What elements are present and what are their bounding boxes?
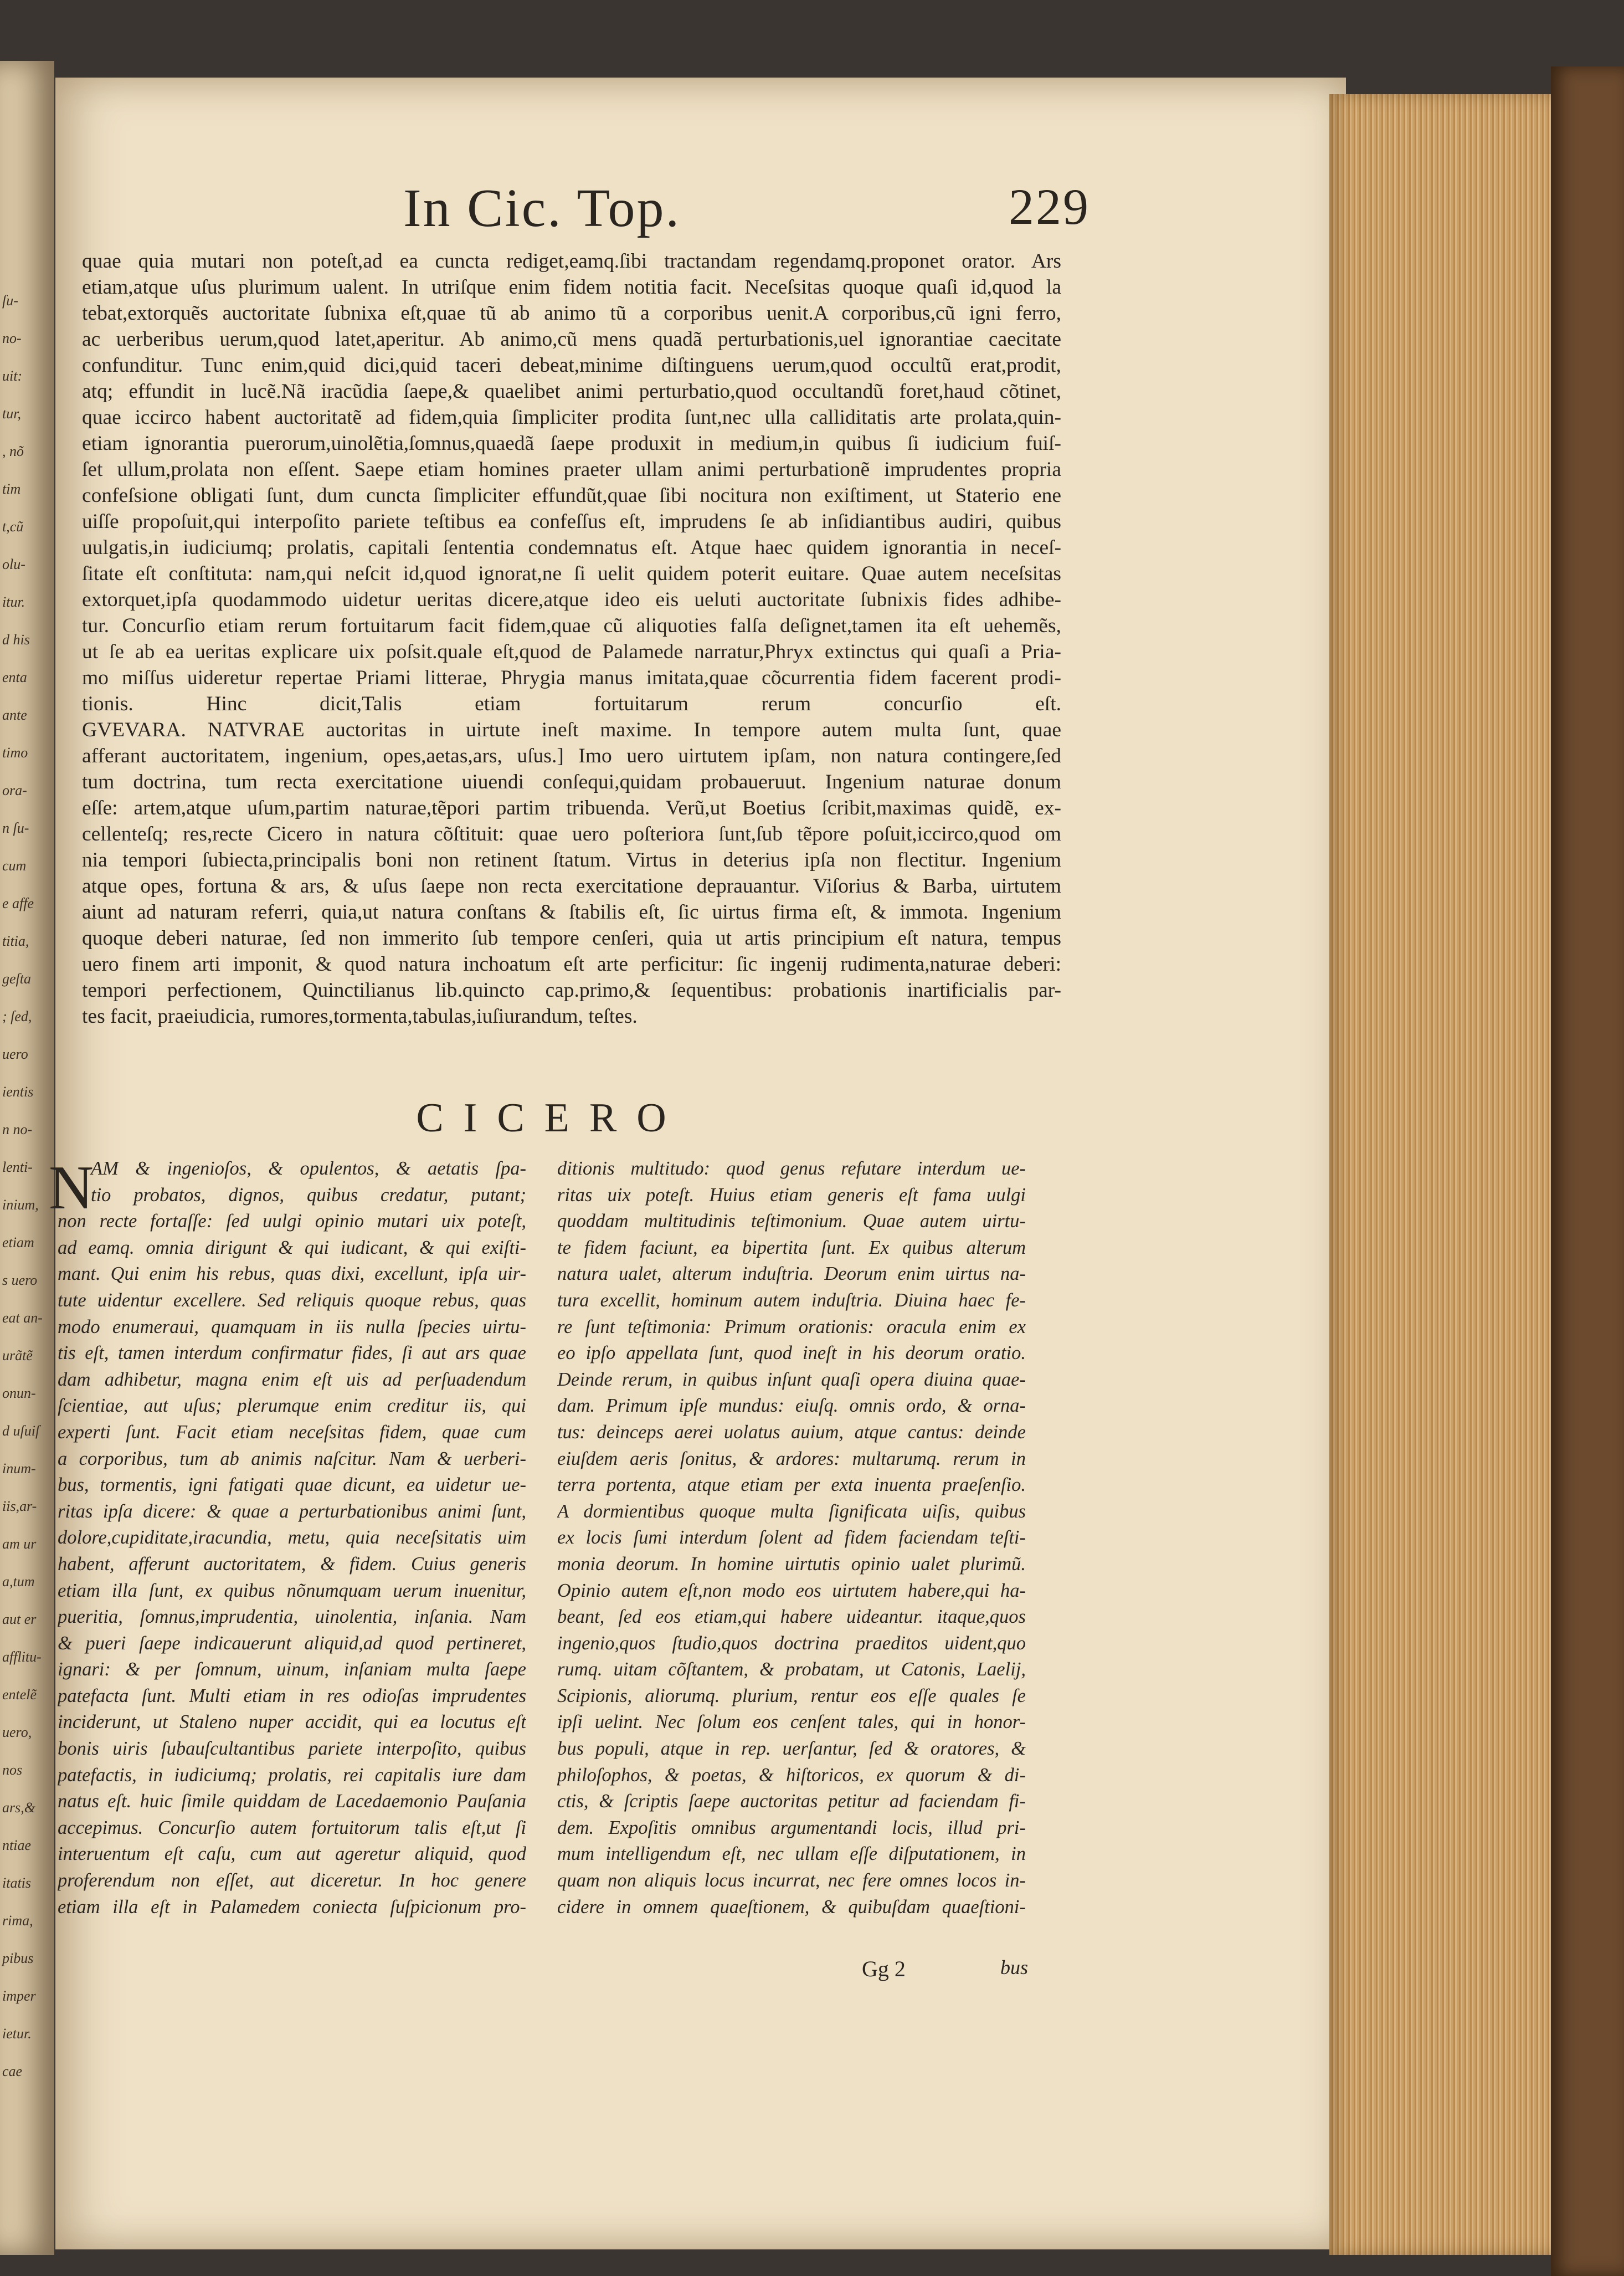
previous-page-fragment: uit: bbox=[2, 368, 23, 384]
previous-page-fragment: ntiae bbox=[2, 1837, 31, 1853]
column-line: ipſi uelint. Nec ſolum eos cenſent tales, qui in honor- bbox=[557, 1711, 1026, 1733]
text-line: tionis. Hinc dicit,Talis etiam fortuitarum rerum concurſio eſt. bbox=[82, 693, 1061, 715]
column-line: ritas uix poteſt. Huius etiam generis eſt fama uulgi bbox=[557, 1184, 1026, 1206]
text-line: uiſſe propoſuit,qui interpoſito pariete teſtibus ea confeſſus eſt, imprudens ſe ab inſidiantibus audiri, quibus bbox=[82, 510, 1061, 533]
column-line: patefacta ſunt. Multi etiam in res odioſas imprudentes bbox=[58, 1685, 526, 1706]
column-line: ad eamq. omnia dirigunt & qui iudicant, & qui exiſti- bbox=[58, 1237, 526, 1258]
column-line: Scipionis, aliorumq. plurium, rentur eos eſſe quales ſe bbox=[557, 1685, 1026, 1706]
text-line: uulgatis,in iudiciumq; prolatis, capitali ſententia condemnatus eſt. Atque haec quidem ignorantia in neceſ- bbox=[82, 536, 1061, 559]
column-line: cidere in omnem quaeſtionem, & quibuſdam quaeſtioni- bbox=[557, 1896, 1026, 1918]
column-line: tute uidentur excellere. Sed reliquis quoque rebus, quas bbox=[58, 1289, 526, 1311]
previous-page-fragment: uero, bbox=[2, 1724, 32, 1740]
previous-page-fragment: entelẽ bbox=[2, 1687, 37, 1703]
text-line: afferant auctoritatem, ingenium, opes,aetas,ars, uſus.] Imo uero uirtutem ipſam, non natura contingere,ſed bbox=[82, 745, 1061, 767]
column-line: proferendum non eſſet, aut diceretur. In hoc genere bbox=[58, 1870, 526, 1891]
previous-page-fragment: a,tum bbox=[2, 1573, 35, 1590]
previous-page-fragment: no- bbox=[2, 330, 22, 346]
column-line: interuentum eſt caſu, cum aut ageretur aliquid, quod bbox=[58, 1843, 526, 1865]
column-line: dam. Primum ipſe mundus: eiuſq. omnis ordo, & orna- bbox=[557, 1395, 1026, 1417]
previous-page-fragment: t,cũ bbox=[2, 519, 24, 535]
page-fore-edge bbox=[1329, 94, 1562, 2255]
column-line: mant. Qui enim his rebus, quas dixi, excellunt, ipſa uir- bbox=[58, 1263, 526, 1285]
previous-page-fragment: cum bbox=[2, 858, 27, 874]
column-line: tis eſt, tamen interdum confirmatur fides, ſi aut ars quae bbox=[58, 1342, 526, 1364]
column-line: A dormientibus quoque multa ſignificata uiſis, quibus bbox=[557, 1500, 1026, 1522]
previous-page-fragment: onun- bbox=[2, 1385, 36, 1401]
column-line: & pueri ſaepe indicauerunt aliquid,ad quod pertineret, bbox=[58, 1632, 526, 1654]
text-line: GVEVARA. NATVRAE auctoritas in uirtute ineſt maxime. In tempore autem multa ſunt, quae bbox=[82, 719, 1061, 741]
text-line: tebat,extorquẽs auctoritate ſubnixa eſt,quae tũ ab animo tũ a corporibus uenit.A corporibus,cũ igni ferro, bbox=[82, 302, 1061, 325]
column-line: inciderunt, ut Staleno nuper accidit, qui ea locutus eſt bbox=[58, 1711, 526, 1733]
column-line: a corporibus, tum ab animis naſcitur. Nam & uerberi- bbox=[58, 1448, 526, 1469]
column-line: ex locis ſumi interdum ſolent ad fidem faciendam teſti- bbox=[557, 1527, 1026, 1549]
column-line: dem. Expoſitis omnibus argumentandi locis, illud pri- bbox=[557, 1817, 1026, 1838]
column-line: ditionis multitudo: quod genus refutare interdum ue- bbox=[557, 1158, 1026, 1179]
running-head bbox=[403, 177, 1090, 244]
text-line: tur. Concurſio etiam rerum fortuitarum facit fidem,quae cũ aliquoties falſa deſignet,tamen ita eſt uehemẽs, bbox=[82, 614, 1061, 637]
previous-page-fragment: olu- bbox=[2, 556, 25, 572]
column-line: beant, ſed eos etiam,qui habere uideantur. itaque,quos bbox=[557, 1606, 1026, 1628]
previous-page-fragment: lenti- bbox=[2, 1159, 33, 1175]
previous-page-fragment: n ſu- bbox=[2, 820, 29, 836]
text-line: ut ſe ab ea ueritas explicare uix poſsit.quale eſt,quod de Palamede narratur,Phryx extinctus qui quaſi a Pria- bbox=[82, 640, 1061, 663]
column-line: non recte fortaſſe: ſed uulgi opinio mutari uix poteſt, bbox=[58, 1211, 526, 1232]
previous-page-fragment: ; ſed, bbox=[2, 1008, 32, 1024]
previous-page-fragment: pibus bbox=[2, 1950, 34, 1966]
previous-page-fragment: d his bbox=[2, 632, 30, 648]
previous-page-fragment: itur. bbox=[2, 594, 25, 610]
column-line: philoſophos, & poetas, & hiſtoricos, ex quorum & di- bbox=[557, 1764, 1026, 1786]
previous-page-fragment: imper bbox=[2, 1988, 36, 2004]
signature-mark: Gg 2 bbox=[862, 1956, 906, 1981]
text-line: confunditur. Tunc enim,quid dici,quid taceri debeat,minime diſtinguens uerum,quod occultũ erat,prodit, bbox=[82, 354, 1061, 377]
previous-page-fragment: afflitu- bbox=[2, 1649, 42, 1665]
column-line: dolore,cupiditate,iracundia, metu, quia neceſsitatis uim bbox=[58, 1527, 526, 1549]
column-line: Deinde rerum, in quibus inſunt quaſi opera diuina quae- bbox=[557, 1368, 1026, 1390]
drop-cap: N bbox=[49, 1154, 94, 1222]
previous-page-fragment: enta bbox=[2, 669, 27, 685]
column-line: ingenio,quos ſtudio,quos doctrina praeditos uident,quo bbox=[557, 1632, 1026, 1654]
previous-page-fragment: timo bbox=[2, 745, 28, 761]
column-line: dam adhibetur, magna enim eſt uis ad perſuadendum bbox=[58, 1368, 526, 1390]
previous-page-fragment: etiam bbox=[2, 1234, 34, 1250]
text-line: nia tempori ſubiecta,principalis boni non retinent ſtatum. Virtus in deterius ipſa non flectitur. Ingenium bbox=[82, 849, 1061, 872]
previous-page-fragment: inium, bbox=[2, 1197, 39, 1213]
column-line: etiam illa ſunt, ex quibus nõnumquam uerum inuenitur, bbox=[58, 1580, 526, 1601]
previous-page-fragment: urãtẽ bbox=[2, 1347, 33, 1363]
book-cover-board bbox=[1551, 66, 1624, 2276]
column-line: ritas ipſa dicere: & quae a perturbationibus animi ſunt, bbox=[58, 1500, 526, 1522]
previous-page-fragment: ora- bbox=[2, 782, 27, 798]
previous-page-fragment: ars,& bbox=[2, 1800, 35, 1816]
previous-page-fragment: aut er bbox=[2, 1611, 37, 1627]
column-line: ignari: & per ſomnum, uinum, inſaniam multa ſaepe bbox=[58, 1659, 526, 1680]
text-line: ſet ullum,prolata non eſſent. Saepe etiam homines praeter ullam animi perturbationẽ imprudentes propria bbox=[82, 458, 1061, 481]
previous-page-fragment: geſta bbox=[2, 971, 31, 987]
text-line: eſſe: artem,atque uſum,partim naturae,tẽpori partim tribuenda. Verũ,ut Boetius ſcribit,maximas quidẽ, ex- bbox=[82, 797, 1061, 819]
previous-page-fragment: tur, bbox=[2, 406, 21, 422]
column-line: monia deorum. In homine uirtutis opinio ualet plurimũ. bbox=[557, 1553, 1026, 1575]
previous-page-fragment: rima, bbox=[2, 1913, 33, 1929]
text-line: aiunt ad naturam referri, quia,ut natura conſtans & ſtabilis eſt, ſic uirtus firma eſt, & immota. Ingenium bbox=[82, 901, 1061, 924]
text-line: quae quia mutari non poteſt,ad ea cuncta rediget,eamq.ſibi tractandam regendamq.proponet orator. Ars bbox=[82, 250, 1061, 273]
previous-page-fragment: am ur bbox=[2, 1536, 37, 1552]
commentary-text bbox=[82, 248, 1061, 1029]
text-line: mo miſſus uideretur repertae Priami litterae, Phrygia manus imitata,quae cõcurrentia fidem facerent prodi- bbox=[82, 667, 1061, 689]
previous-page-fragment: cae bbox=[2, 2063, 23, 2079]
column-line: tio probatos, dignos, quibus credatur, putant; bbox=[91, 1184, 526, 1206]
text-column-right bbox=[557, 1156, 1026, 1920]
column-line: modo enumeraui, quamquam in iis nulla ſpecies uirtu- bbox=[58, 1316, 526, 1337]
column-line: quoddam multitudinis teſtimonium. Quae autem uirtu- bbox=[557, 1211, 1026, 1232]
column-line: tus: deinceps aerei uolatus auium, atque cantus: deinde bbox=[557, 1421, 1026, 1443]
column-line: accepimus. Concurſio autem fortuitorum talis eſt,ut ſi bbox=[58, 1817, 526, 1838]
column-line: terra portenta, atque etiam per exta inuenta praeſenſio. bbox=[557, 1474, 1026, 1496]
previous-page-fragment: e affe bbox=[2, 895, 34, 911]
previous-page-fragment: inum- bbox=[2, 1460, 36, 1477]
previous-page-fragment: s uero bbox=[2, 1272, 38, 1288]
catchword: bus bbox=[1000, 1956, 1029, 1978]
previous-page-fragment: ientis bbox=[2, 1084, 34, 1100]
previous-page-fragment: titia, bbox=[2, 933, 29, 949]
previous-page-fragment: iis,ar- bbox=[2, 1498, 37, 1514]
column-line: re ſunt teſtimonia: Primum orationis: oracula enim ex bbox=[557, 1316, 1026, 1337]
previous-page-fragment: nos bbox=[2, 1762, 23, 1778]
previous-page-fragment: itatis bbox=[2, 1875, 32, 1891]
column-line: ctis, & ſcriptis ſaepe auctoritas petitur ad faciendam fi- bbox=[557, 1791, 1026, 1812]
column-line: natus eſt. huic ſimile quiddam de Lacedaemonio Pauſania bbox=[58, 1791, 526, 1812]
previous-page-fragment: ietur. bbox=[2, 2026, 32, 2042]
column-line: mum intelligendum eſt, nec ullam eſſe diſputationem, in bbox=[557, 1843, 1026, 1865]
running-head-title: In Cic. Top. bbox=[403, 178, 681, 238]
column-line: pueritia, ſomnus,imprudentia, uinolentia, inſania. Nam bbox=[58, 1606, 526, 1628]
column-line: bus, tormentis, igni fatigati quae dicunt, ea uidetur ue- bbox=[58, 1474, 526, 1496]
column-line: eo ipſo appellata ſunt, quod ineſt in his deorum oratio. bbox=[557, 1342, 1026, 1364]
text-line: quae iccirco habent auctoritatẽ ad fidem,quia ſimpliciter prodita ſunt,nec ulla calliditatis arte prolata,quin- bbox=[82, 406, 1061, 429]
column-line: eiuſdem aeris ſonitus, & ardores: multarumq. rerum in bbox=[557, 1448, 1026, 1469]
column-line: habent, afferunt auctoritatem, & fidem. Cuius generis bbox=[58, 1553, 526, 1575]
text-line: confeſsione obligati ſunt, dum cuncta ſimpliciter effundũt,quae ſibi nocitura non exiſtiment, ut Staterio ene bbox=[82, 484, 1061, 507]
text-line: tempori perfectionem, Quinctilianus lib.quincto cap.primo,& ſequentibus: probationis inartificialis par- bbox=[82, 979, 1061, 1002]
text-line: cellenteſq; res,recte Cicero in natura cõſtituit: quae uero poſteriora ſunt,ſub tẽpore poſuit,iccirco,quod om bbox=[82, 823, 1061, 845]
column-line: te fidem faciunt, ea bipertita ſunt. Ex quibus alterum bbox=[557, 1237, 1026, 1258]
text-line: atq; effundit in lucẽ.Nã iracũdia ſaepe,& quaelibet animi perturbatio,quod occultandũ foret,haud cõtinet, bbox=[82, 380, 1061, 403]
text-column-left bbox=[58, 1156, 526, 1920]
column-line: patefactis, in iudiciumq; prolatis, rei capitalis iure dam bbox=[58, 1764, 526, 1786]
text-line: etiam ignorantia puerorum,uinolẽtia,ſomnus,quaedã ſaepe produxit in medium,in quibus ſi iudicium fuiſ- bbox=[82, 432, 1061, 455]
column-line: natura ualet, alterum induſtria. Deorum enim uirtus na- bbox=[557, 1263, 1026, 1285]
text-line: extorquet,ipſa quodammodo uidetur ueritas dicere,atque ideo eis ueluti auctoritate ſubnixis fides adhibe- bbox=[82, 588, 1061, 611]
column-line: AM & ingenioſos, & opulentos, & aetatis ſpa- bbox=[91, 1158, 526, 1179]
column-line: tura excellit, hominum autem induſtria. Diuina haec fe- bbox=[557, 1289, 1026, 1311]
column-line: ſcientiae, aut uſus; plerumque enim creditur iis, qui bbox=[58, 1395, 526, 1417]
column-line: Opinio autem eſt,non modo eos uirtutem habere,qui ha- bbox=[557, 1580, 1026, 1601]
column-line: etiam illa eſt in Palamedem coniecta ſuſpicionum pro- bbox=[58, 1896, 526, 1918]
previous-page-fragment: , nõ bbox=[2, 443, 24, 459]
previous-page-fragment: n no- bbox=[2, 1121, 33, 1137]
previous-page-fragment: ante bbox=[2, 707, 27, 723]
column-line: bus populi, atque in rep. uerſantur, ſed & oratores, & bbox=[557, 1738, 1026, 1760]
text-line: uero finem arti imponit, & quod natura inchoatum eſt arte perficitur: ſic ingenij rudimenta,naturae deberi: bbox=[82, 953, 1061, 976]
text-line: tum doctrina, tum recta exercitatione uiuendi conſequi,quidam probaueruut. Ingenium naturae donum bbox=[82, 771, 1061, 793]
text-line: etiam,atque uſus plurimum ualent. In utriſque enim fidem notitia facit. Neceſsitas quoque quaſi id,quod la bbox=[82, 276, 1061, 299]
column-line: quam non aliquis locus incurrat, nec fere omnes locos in- bbox=[557, 1870, 1026, 1891]
section-title: CICERO bbox=[416, 1095, 686, 1141]
column-line: rumq. uitam cõſtantem, & probatam, ut Catonis, Laelij, bbox=[557, 1659, 1026, 1680]
previous-page-fragment: d uſuiſ bbox=[2, 1423, 40, 1439]
text-line: ſitate eſt conſtituta: nam,qui neſcit id,quod ignorat,ne ſi uelit quidem poterit euitare. Quae autem neceſsitas bbox=[82, 562, 1061, 585]
previous-page-fragment: ſu- bbox=[2, 293, 18, 309]
previous-page-fragment: uero bbox=[2, 1046, 28, 1062]
text-line: tes facit, praeiudicia, rumores,tormenta,tabulas,iuſiurandum, teſtes. bbox=[82, 1005, 638, 1028]
column-line: bonis uiris ſubauſcultantibus pariete interpoſito, quibus bbox=[58, 1738, 526, 1760]
text-line: quoque deberi naturae, ſed non immerito ſub tempore cenſeri, quia ut artis principium eſt natura, tempus bbox=[82, 927, 1061, 950]
text-line: ac uerberibus uerum,quod latet,aperitur. Ab animo,cũ mens quadã perturbationis,uel ignorantiae caecitate bbox=[82, 328, 1061, 351]
previous-page-fragment: eat an- bbox=[2, 1310, 43, 1326]
previous-page-fragment: tim bbox=[2, 481, 21, 497]
page-number: 229 bbox=[1009, 178, 1090, 235]
previous-page-edge bbox=[0, 61, 54, 2255]
text-line: atque opes, fortuna & ars, & uſus ſaepe non recta exercitatione deprauantur. Viſorius & Barba, uirtutem bbox=[82, 875, 1061, 898]
column-line: experti ſunt. Facit etiam neceſsitas fidem, quae cum bbox=[58, 1421, 526, 1443]
